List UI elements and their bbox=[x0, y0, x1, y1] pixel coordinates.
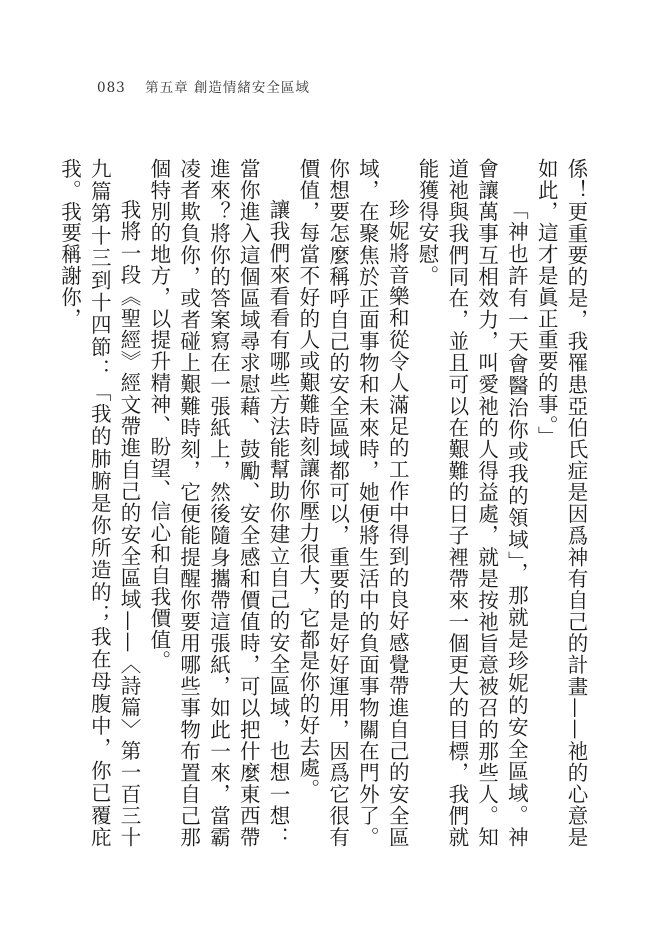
chapter-label: 第五章 bbox=[145, 80, 189, 96]
paragraph: 讓我們來看看有哪些方法能幫助你建立自己的安全區域，也想一想：當你進入這個區域尋求慰藉、鼓勵、安全感和價值時，可以把什麼東西帶進來？將你的答案寫在一張紙上，然後隨身攜帶這張紙，如此一來，當霸凌者欺負你，或者碰上艱難時刻，它便能提醒你要用哪些事物布置自己那個特別的地方，以提升精神、盼望、信心和自我價值。 bbox=[146, 158, 291, 848]
paragraph: 我將一段《聖經》經文帶進自己的安全區域——〈詩篇〉第一百三十九篇第十三到十四節：「我的肺腑是你所造的；我在母腹中，你已覆庇我。我要稱謝你， bbox=[57, 158, 142, 848]
running-header bbox=[97, 76, 310, 96]
page-number: 083 bbox=[97, 80, 126, 96]
paragraph: 「神也許有一天會醫治你或我的領域」，那就是珍妮的安全區域。神會讓萬事互相效力，叫愛祂的人得益處，就是按祂旨意被召的那些人。知道祂與我們同在，並且可以在艱難的日子裡帶來一個更大的目標，我們就能獲得安慰。 bbox=[415, 158, 529, 848]
paragraph: 係！更重要的是，我罹患亞伯氏症是因爲神有自己的計畫——祂的心意是如此，這才是眞正重要的事。」 bbox=[534, 158, 588, 848]
paragraph: 珍妮將音樂和從令人滿足的工作中得到的良好感覺帶進自己的安全區域，在聚焦於正面事物和未來時，她便將生活中的負面事物關在門外了。你想要怎麼稱呼自己的安全區域都可以，重要的是好好運用，因爲它很有價值，每當不好的人或艱難時刻讓你壓力很大，它都是你的好去處。 bbox=[295, 158, 410, 848]
chapter-title: 創造情緒安全區域 bbox=[193, 80, 310, 96]
body-text bbox=[57, 158, 590, 848]
